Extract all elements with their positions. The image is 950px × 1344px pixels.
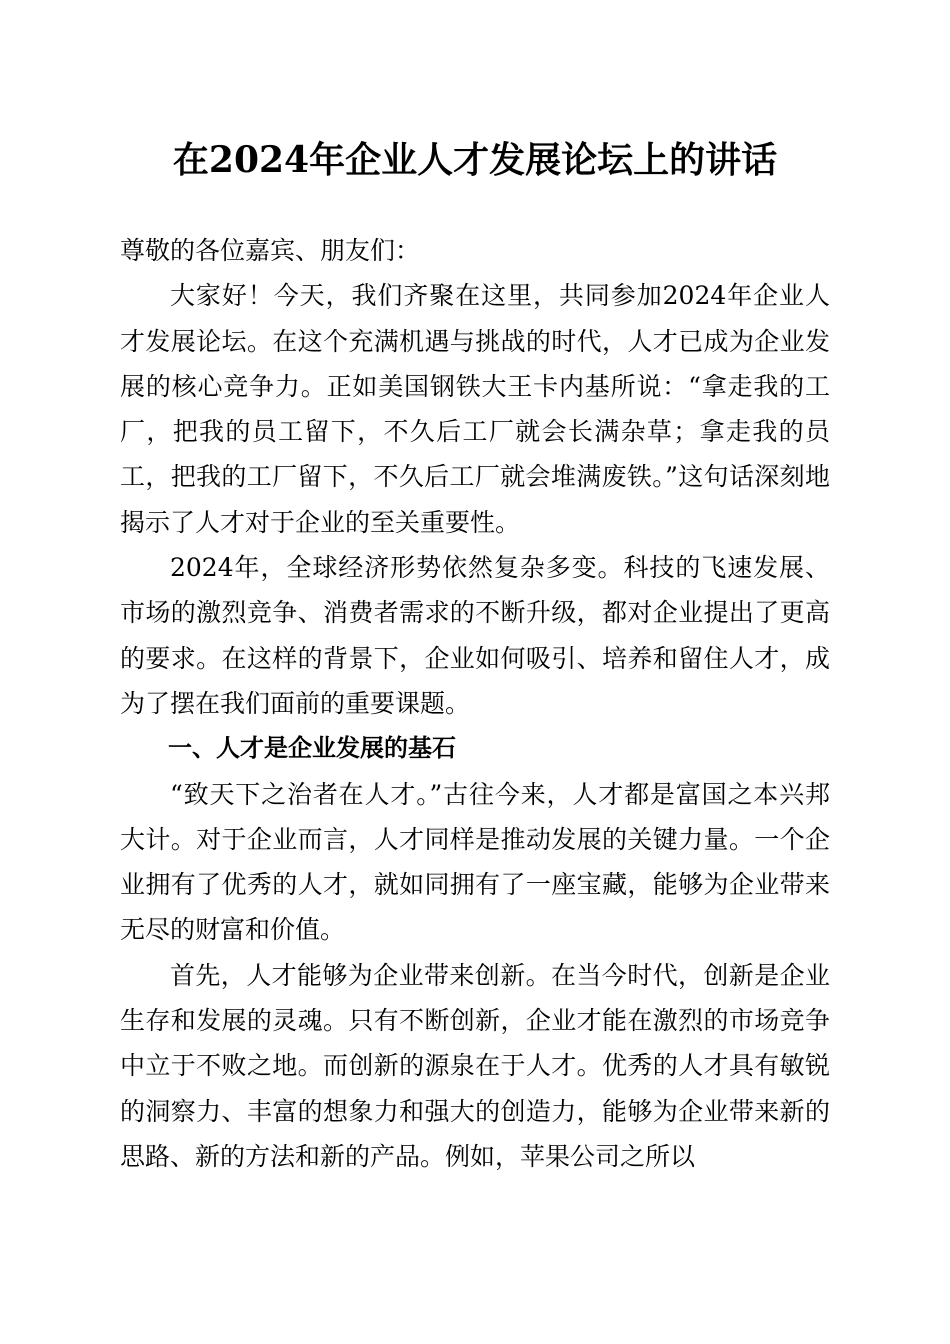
paragraph-background: 2024年，全球经济形势依然复杂多变。科技的飞速发展、市场的激烈竞争、消费者需求的不断升级，都对企业提出了更高的要求。在这样的背景下，企业如何吸引、培养和留住人才，成为了摆在我们面前的重要课题。 <box>120 553 830 718</box>
document-body <box>120 228 830 1179</box>
paragraph-innovation: 首先，人才能够为企业带来创新。在当今时代，创新是企业生存和发展的灵魂。只有不断创新，企业才能在激烈的市场竞争中立于不败之地。而创新的源泉在于人才。优秀的人才具有敏锐的洞察力、丰富的想象力和强大的创造力，能够为企业带来新的思路、新的方法和新的产品。例如，苹果公司之所以 <box>120 960 830 1171</box>
salutation: 尊敬的各位嘉宾、朋友们： <box>120 236 421 265</box>
paragraph-opening: 大家好！今天，我们齐聚在这里，共同参加2024年企业人才发展论坛。在这个充满机遇与挑战的时代，人才已成为企业发展的核心竞争力。正如美国钢铁大王卡内基所说：“拿走我的工厂，把我的员工留下，不久后工厂就会长满杂草；拿走我的员工，把我的工厂留下，不久后工厂就会堆满废铁。”这句话深刻地揭示了人才对于企业的至关重要性。 <box>120 281 830 537</box>
section-heading: 一、人才是企业发展的基石 <box>168 734 456 763</box>
document-title: 在2024年企业人才发展论坛上的讲话 <box>172 139 778 181</box>
paragraph-section-intro: “致天下之治者在人才。”古往今来，人才都是富国之本兴邦大计。对于企业而言，人才同样是推动发展的关键力量。一个企业拥有了优秀的人才，就如同拥有了一座宝藏，能够为企业带来无尽的财富和价值。 <box>120 779 830 945</box>
